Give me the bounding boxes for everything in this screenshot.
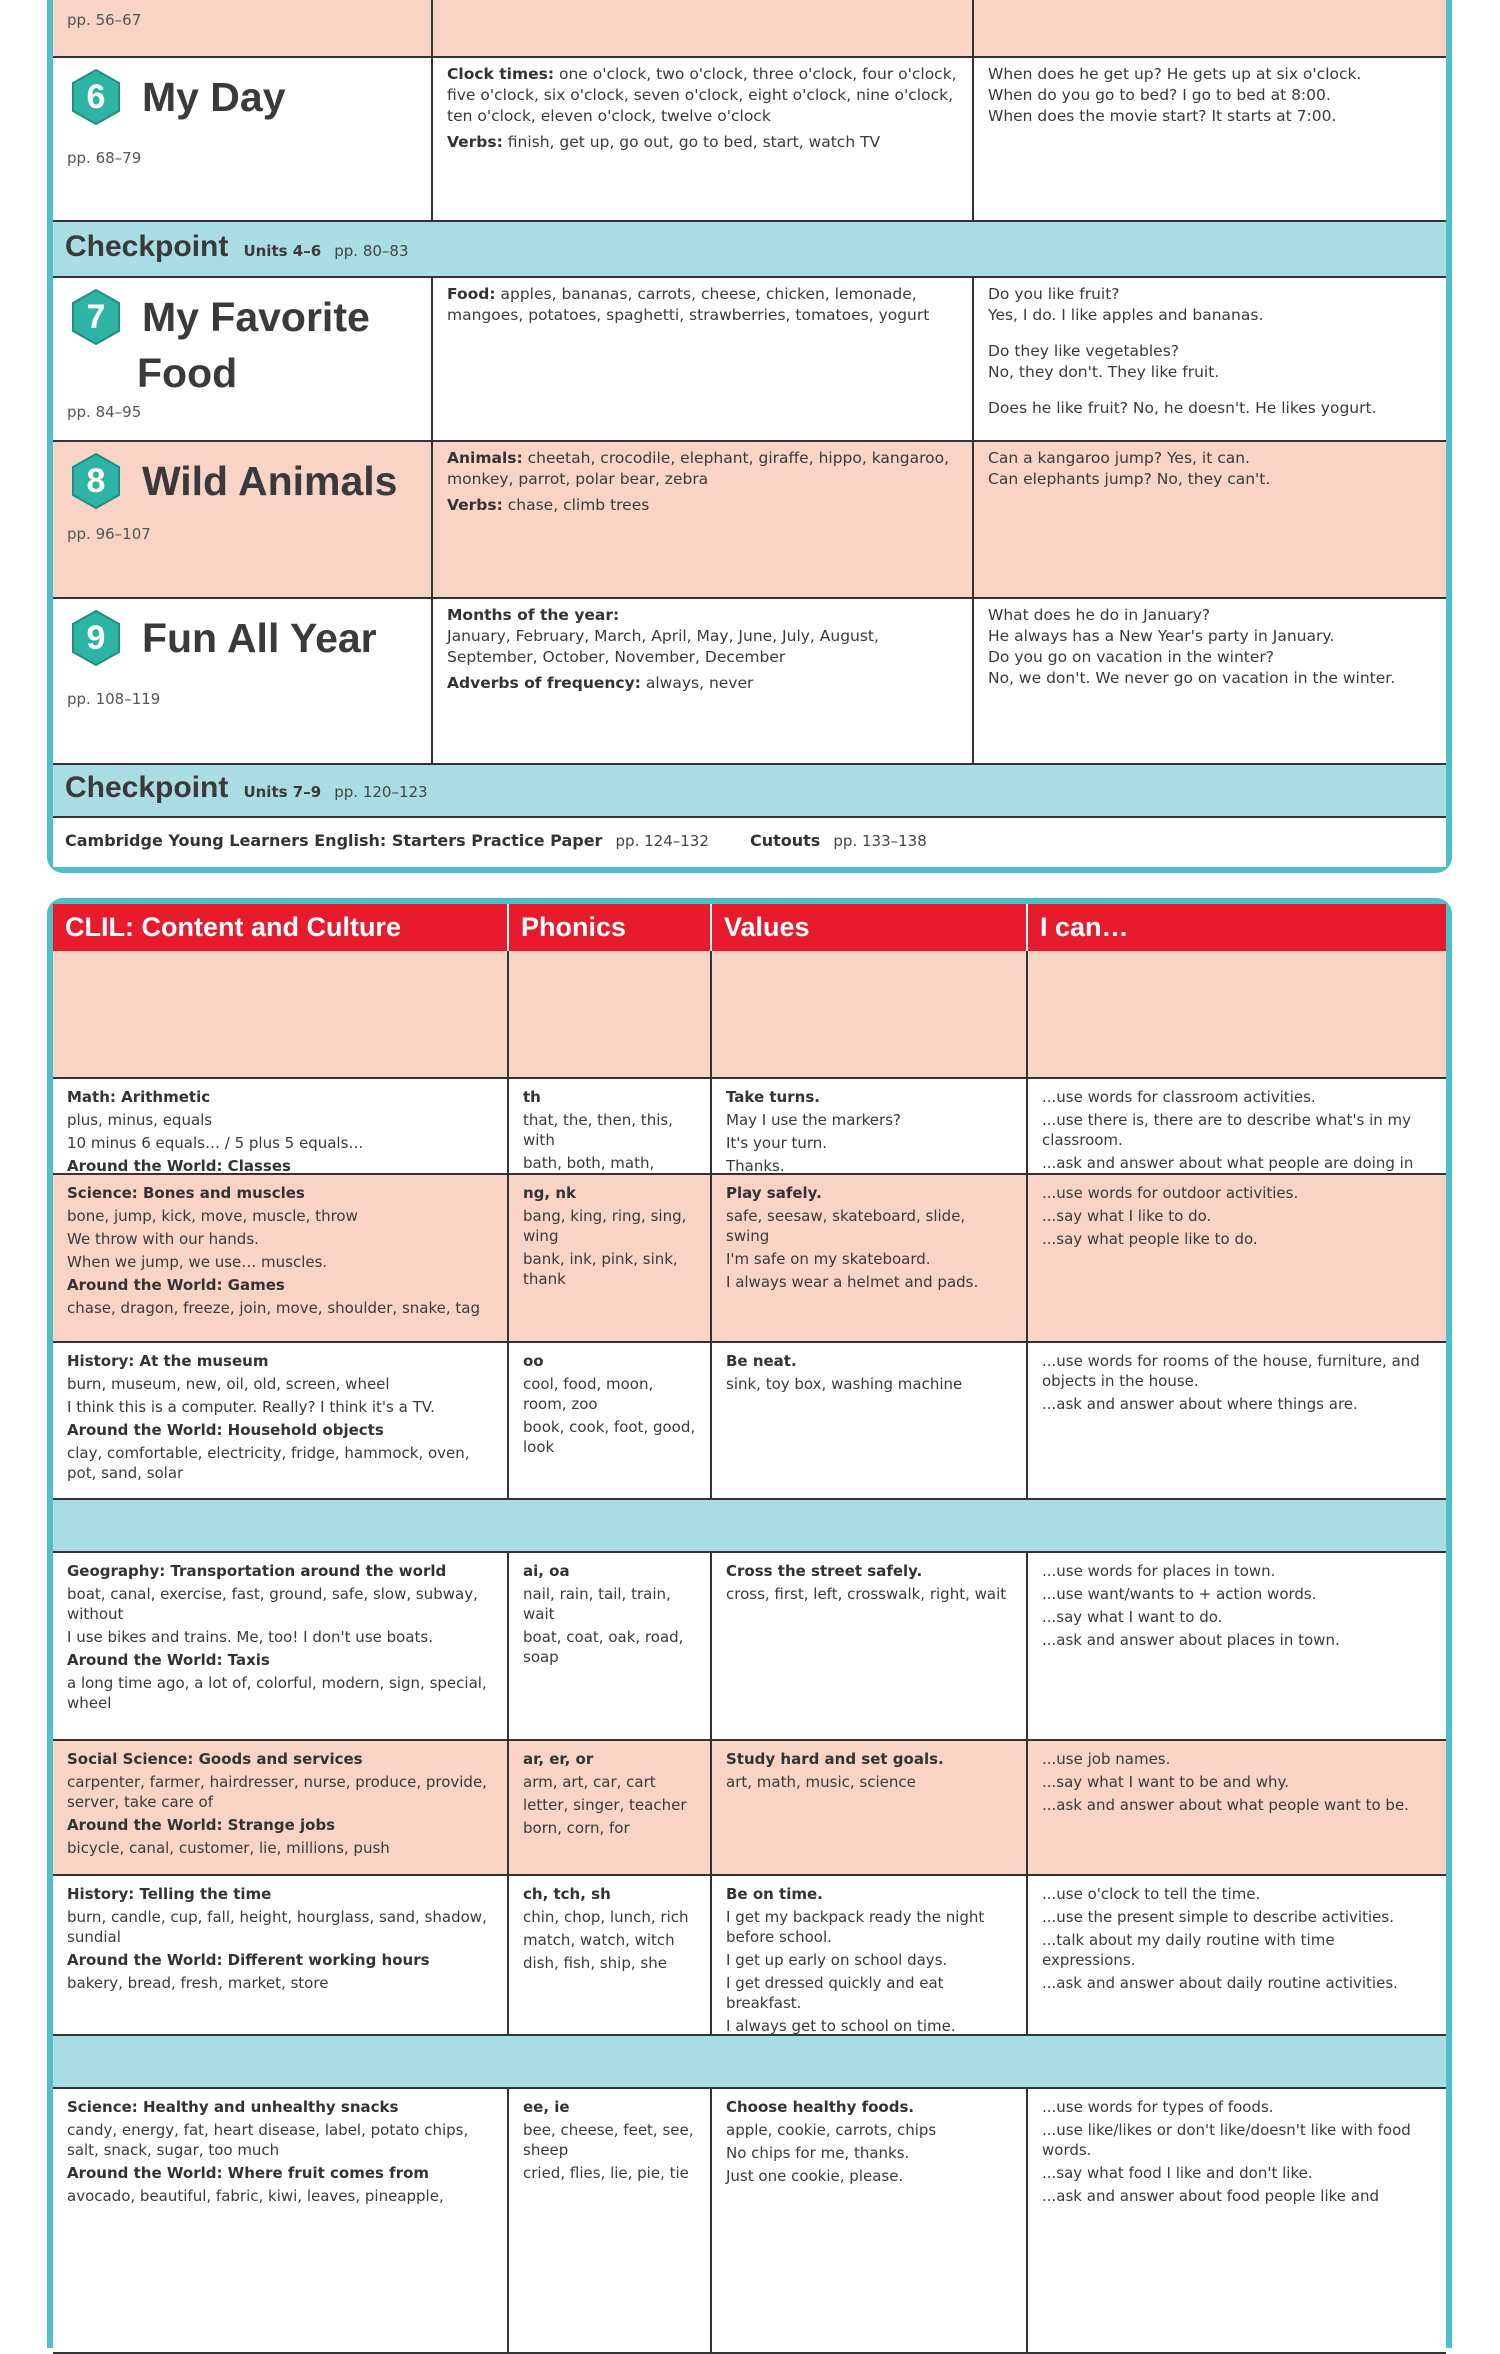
values-cell — [710, 1079, 1026, 1173]
phonics-cell — [507, 1876, 710, 2034]
cell-text: I get dressed quickly and eat breakfast. — [726, 1974, 944, 2012]
cell-text: born, corn, for — [523, 1819, 630, 1837]
skills-row — [53, 1741, 1446, 1876]
phonics-cell — [507, 1741, 710, 1874]
cell-text: When we jump, we use… muscles. — [67, 1253, 328, 1271]
practice-paper-label: Cambridge Young Learners English: Starters Practice Paper — [65, 831, 603, 850]
cell-text: bone, jump, kick, move, muscle, throw — [67, 1207, 358, 1225]
cell-text: ...say what I want to do. — [1042, 1608, 1223, 1626]
cell-text: ...use want/wants to + action words. — [1042, 1585, 1317, 1603]
cell-text: safe, seesaw, skateboard, slide, swing — [726, 1207, 966, 1245]
grammar-cell: Can a kangaroo jump? Yes, it can. Can elephants jump? No, they can't. — [972, 442, 1446, 597]
phonics-cell — [507, 1553, 710, 1739]
unit-title: My Day — [141, 74, 286, 120]
cell-text: bang, king, ring, sing, wing — [523, 1207, 687, 1245]
cell-text: cross, first, left, crosswalk, right, wait — [726, 1585, 1007, 1603]
skills-row — [53, 2089, 1446, 2354]
cell-text: I think this is a computer. Really? I think it's a TV. — [67, 1398, 435, 1416]
cell-text: ...use o'clock to tell the time. — [1042, 1885, 1261, 1903]
header-values: Values — [710, 904, 1026, 951]
cell-text: Just one cookie, please. — [726, 2167, 904, 2185]
values-cell — [710, 1741, 1026, 1874]
cell-heading: Choose healthy foods. — [726, 2098, 915, 2116]
values-cell — [710, 2089, 1026, 2352]
unit-row-6 — [53, 58, 1446, 222]
header-i-can: I can… — [1026, 904, 1446, 951]
unit-number-badge: 6 — [67, 68, 125, 126]
cell-text: ...say what I like to do. — [1042, 1207, 1212, 1225]
checkpoint-row — [53, 765, 1446, 818]
clil-cell — [53, 2089, 507, 2352]
cell-heading: Around the World: Household objects — [67, 1421, 384, 1439]
cell-text: ...say what food I like and don't like. — [1042, 2164, 1313, 2182]
cell-text: art, math, music, science — [726, 1773, 916, 1791]
cell-text: ...use there is, there are to describe what's in my classroom. — [1042, 1111, 1412, 1149]
cell-heading: Around the World: Different working hours — [67, 1951, 430, 1969]
phonics-cell — [507, 2089, 710, 2352]
cell-text: Thanks. — [726, 1157, 785, 1173]
unit-pages: pp. 56–67 — [67, 11, 142, 29]
cell-text: ...ask and answer about food people like and — [1042, 2187, 1379, 2205]
unit-title: Wild Animals — [141, 458, 398, 504]
unit-title-cell — [53, 58, 431, 220]
cell-text: ...ask and answer about what people want to be. — [1042, 1796, 1409, 1814]
values-cell — [710, 1343, 1026, 1498]
cell-heading: ee, ie — [523, 2098, 570, 2116]
vocabulary-cell: Food: apples, bananas, carrots, cheese, chicken, lemonade, mangoes, potatoes, spaghetti, strawberries, tomatoes, yogurt — [431, 278, 972, 440]
vocabulary-cell: Months of the year: January, February, March, April, May, June, July, August, September, October, November, December Adverbs of frequency: always, never — [431, 599, 972, 763]
cell-heading: Take turns. — [726, 1088, 820, 1106]
checkpoint-row — [53, 222, 1446, 278]
cell-heading: Study hard and set goals. — [726, 1750, 944, 1768]
vocabulary-cell: Animals: cheetah, crocodile, elephant, giraffe, hippo, kangaroo, monkey, parrot, polar bear, zebra Verbs: chase, climb trees — [431, 442, 972, 597]
table-header — [53, 904, 1446, 951]
cell-text: boat, coat, oak, road, soap — [523, 1628, 684, 1666]
skills-row — [53, 1876, 1446, 2036]
ican-cell — [1026, 1175, 1446, 1341]
course-contents-table — [47, 0, 1452, 873]
unit-pages: pp. 96–107 — [67, 525, 151, 543]
vocabulary-cell: Clock times: one o'clock, two o'clock, three o'clock, four o'clock, five o'clock, six o'clock, seven o'clock, eight o'clock, nine o'clock, ten o'clock, eleven o'clock, twelve o'clock Verbs: finish, get up, go out, go to bed, start, watch TV — [431, 58, 972, 220]
cell-heading: Play safely. — [726, 1184, 822, 1202]
unit-number-badge: 8 — [67, 452, 125, 510]
cell-text: burn, museum, new, oil, old, screen, wheel — [67, 1375, 390, 1393]
skills-row — [53, 1553, 1446, 1741]
cell-text: ...say what people like to do. — [1042, 1230, 1258, 1248]
cell-text: ...use job names. — [1042, 1750, 1171, 1768]
cell-text: cried, flies, lie, pie, tie — [523, 2164, 689, 2182]
cell-heading: Science: Bones and muscles — [67, 1184, 305, 1202]
cell-text: avocado, beautiful, fabric, kiwi, leaves, pineapple, — [67, 2187, 444, 2205]
unit-number-badge: 7 — [67, 288, 125, 346]
phonics-cell — [507, 951, 710, 1077]
cell-heading: Be neat. — [726, 1352, 797, 1370]
checkpoint-pages: pp. 120–123 — [334, 783, 428, 801]
cell-text: ...ask and answer about where things are. — [1042, 1395, 1358, 1413]
grammar-cell: Do you like fruit? Yes, I do. I like apples and bananas. Do they like vegetables? No, they don't. They like fruit. Does he like fruit? No, he doesn't. He likes yogurt. — [972, 278, 1446, 440]
cell-text: arm, art, car, cart — [523, 1773, 656, 1791]
grammar-cell: When does he get up? He gets up at six o'clock. When do you go to bed? I go to bed at 8:00. When does the movie start? It starts at 7:00. — [972, 58, 1446, 220]
ican-cell — [1026, 1876, 1446, 2034]
cell-heading: Around the World: Games — [67, 1276, 285, 1294]
cell-heading: Be on time. — [726, 1885, 823, 1903]
cell-text: ...use words for classroom activities. — [1042, 1088, 1316, 1106]
phonics-cell — [507, 1343, 710, 1498]
grammar-cell: What does he do in January? He always has a New Year's party in January. Do you go on vacation in the winter? No, we don't. We never go on vacation in the winter. — [972, 599, 1446, 763]
cell-heading: Around the World: Where fruit comes from — [67, 2164, 430, 2182]
cell-text: I always wear a helmet and pads. — [726, 1273, 979, 1291]
cell-heading: Around the World: Strange jobs — [67, 1816, 336, 1834]
cell-text: No chips for me, thanks. — [726, 2144, 910, 2162]
checkpoint-units: Units 4–6 — [243, 242, 322, 260]
cell-text: bakery, bread, fresh, market, store — [67, 1974, 329, 1992]
unit-row-5 — [53, 0, 1446, 58]
phonics-cell — [507, 1175, 710, 1341]
cell-heading: Geography: Transportation around the world — [67, 1562, 447, 1580]
cell-text: I always get to school on time. — [726, 2017, 956, 2034]
cell-text: I'm safe on my skateboard. — [726, 1250, 931, 1268]
cell-text: cool, food, moon, room, zoo — [523, 1375, 654, 1413]
ican-cell — [1026, 951, 1446, 1077]
cell-heading: Social Science: Goods and services — [67, 1750, 363, 1768]
ican-cell — [1026, 1079, 1446, 1173]
cutouts-pages: pp. 133–138 — [833, 832, 927, 850]
unit-pages: pp. 68–79 — [67, 149, 142, 167]
cell-text: ...use words for outdoor activities. — [1042, 1184, 1299, 1202]
cell-text: ...say what I want to be and why. — [1042, 1773, 1289, 1791]
cell-heading: ch, tch, sh — [523, 1885, 611, 1903]
cutouts-label: Cutouts — [749, 831, 821, 850]
cell-text: 10 minus 6 equals… / 5 plus 5 equals… — [67, 1134, 364, 1152]
unit-row-9 — [53, 599, 1446, 765]
cell-text: chin, chop, lunch, rich — [523, 1908, 689, 1926]
clil-cell — [53, 1741, 507, 1874]
cell-heading: ai, oa — [523, 1562, 570, 1580]
cell-text: ...use the present simple to describe activities. — [1042, 1908, 1394, 1926]
clil-cell — [53, 1553, 507, 1739]
ican-cell — [1026, 1741, 1446, 1874]
cell-text: clay, comfortable, electricity, fridge, hammock, oven, pot, sand, solar — [67, 1444, 470, 1482]
cell-heading: Around the World: Taxis — [67, 1651, 270, 1669]
practice-paper-pages: pp. 124–132 — [615, 832, 709, 850]
ican-cell — [1026, 1343, 1446, 1498]
clil-cell — [53, 951, 507, 1077]
cell-heading: Cross the street safely. — [726, 1562, 923, 1580]
clil-cell — [53, 1079, 507, 1173]
cell-heading: Around the World: Classes — [67, 1157, 291, 1173]
checkpoint-title: Checkpoint — [65, 230, 229, 263]
cell-heading: ar, er, or — [523, 1750, 594, 1768]
checkpoint-pages: pp. 80–83 — [334, 242, 409, 260]
cell-heading: History: At the museum — [67, 1352, 269, 1370]
checkpoint-divider-row — [53, 2036, 1446, 2089]
cell-text: bath, both, math, — [523, 1154, 655, 1172]
cell-text: plus, minus, equals — [67, 1111, 213, 1129]
unit-title-cell — [53, 599, 431, 763]
cell-text: that, the, then, this, with — [523, 1111, 673, 1149]
skills-row — [53, 1343, 1446, 1500]
clil-cell — [53, 1343, 507, 1498]
values-cell — [710, 1553, 1026, 1739]
resources-row — [53, 818, 1446, 867]
unit-title-cell — [53, 278, 431, 440]
unit-title-cell — [53, 442, 431, 597]
cell-text: dish, fish, ship, she — [523, 1954, 667, 1972]
cell-text: It's your turn. — [726, 1134, 828, 1152]
cell-heading: ng, nk — [523, 1184, 576, 1202]
header-clil: CLIL: Content and Culture — [65, 912, 401, 942]
unit-row-8 — [53, 442, 1446, 599]
unit-title-line-2: Food — [137, 350, 238, 396]
cell-text: May I use the markers? — [726, 1111, 901, 1129]
phonics-cell — [507, 1079, 710, 1173]
cell-text: I get my backpack ready the night before school. — [726, 1908, 985, 1946]
checkpoint-divider-row — [53, 1500, 1446, 1553]
checkpoint-title: Checkpoint — [65, 771, 229, 804]
cell-text: nail, rain, tail, train, wait — [523, 1585, 671, 1623]
cell-text: ...ask and answer about daily routine activities. — [1042, 1974, 1398, 1992]
cell-heading: Math: Arithmetic — [67, 1088, 211, 1106]
unit-pages: pp. 108–119 — [67, 690, 161, 708]
unit-title: Fun All Year — [141, 615, 377, 661]
cell-text: ...ask and answer about places in town. — [1042, 1631, 1340, 1649]
blank-row — [53, 951, 1446, 1079]
cell-heading: Science: Healthy and unhealthy snacks — [67, 2098, 399, 2116]
cell-heading: History: Telling the time — [67, 1885, 272, 1903]
cell-text: carpenter, farmer, hairdresser, nurse, produce, provide, server, take care of — [67, 1773, 487, 1811]
values-cell — [710, 1175, 1026, 1341]
unit-pages: pp. 84–95 — [67, 403, 142, 421]
cell-text: ...ask and answer about what people are doing in — [1042, 1154, 1414, 1172]
unit-title: My Favorite — [141, 294, 370, 340]
cell-text: ...use words for rooms of the house, furniture, and objects in the house. — [1042, 1352, 1420, 1390]
cell-text: ...use words for places in town. — [1042, 1562, 1276, 1580]
cell-text: a long time ago, a lot of, colorful, modern, sign, special, wheel — [67, 1674, 487, 1712]
cell-text: bee, cheese, feet, see, sheep — [523, 2121, 694, 2159]
cell-text: chase, dragon, freeze, join, move, shoulder, snake, tag — [67, 1299, 480, 1317]
cell-text: apple, cookie, carrots, chips — [726, 2121, 937, 2139]
unit-number-badge: 9 — [67, 609, 125, 667]
cell-text: book, cook, foot, good, look — [523, 1418, 696, 1456]
ican-cell — [1026, 1553, 1446, 1739]
skills-row — [53, 1079, 1446, 1175]
cell-text: boat, canal, exercise, fast, ground, safe, slow, subway, without — [67, 1585, 478, 1623]
cell-text: burn, candle, cup, fall, height, hourglass, sand, shadow, sundial — [67, 1908, 487, 1946]
cell-text: bank, ink, pink, sink, thank — [523, 1250, 678, 1288]
values-cell — [710, 1876, 1026, 2034]
cell-text: I get up early on school days. — [726, 1951, 948, 1969]
ican-cell — [1026, 2089, 1446, 2352]
header-phonics: Phonics — [507, 904, 710, 951]
cell-heading: oo — [523, 1352, 544, 1370]
cell-text: candy, energy, fat, heart disease, label, potato chips, salt, snack, sugar, too much — [67, 2121, 469, 2159]
clil-cell — [53, 1175, 507, 1341]
values-cell — [710, 951, 1026, 1077]
skills-row — [53, 1175, 1446, 1343]
unit-row-7 — [53, 278, 1446, 442]
cell-text: I use bikes and trains. Me, too! I don't use boats. — [67, 1628, 433, 1646]
cell-text: ...use like/likes or don't like/doesn't like with food words. — [1042, 2121, 1411, 2159]
checkpoint-units: Units 7–9 — [243, 783, 322, 801]
cell-text: sink, toy box, washing machine — [726, 1375, 963, 1393]
cell-text: letter, singer, teacher — [523, 1796, 687, 1814]
cell-text: ...use words for types of foods. — [1042, 2098, 1274, 2116]
skills-table — [47, 898, 1452, 2348]
clil-cell — [53, 1876, 507, 2034]
cell-heading: th — [523, 1088, 541, 1106]
cell-text: bicycle, canal, customer, lie, millions, push — [67, 1839, 390, 1857]
cell-text: We throw with our hands. — [67, 1230, 259, 1248]
cell-text: ...talk about my daily routine with time expressions. — [1042, 1931, 1335, 1969]
cell-text: match, watch, witch — [523, 1931, 675, 1949]
